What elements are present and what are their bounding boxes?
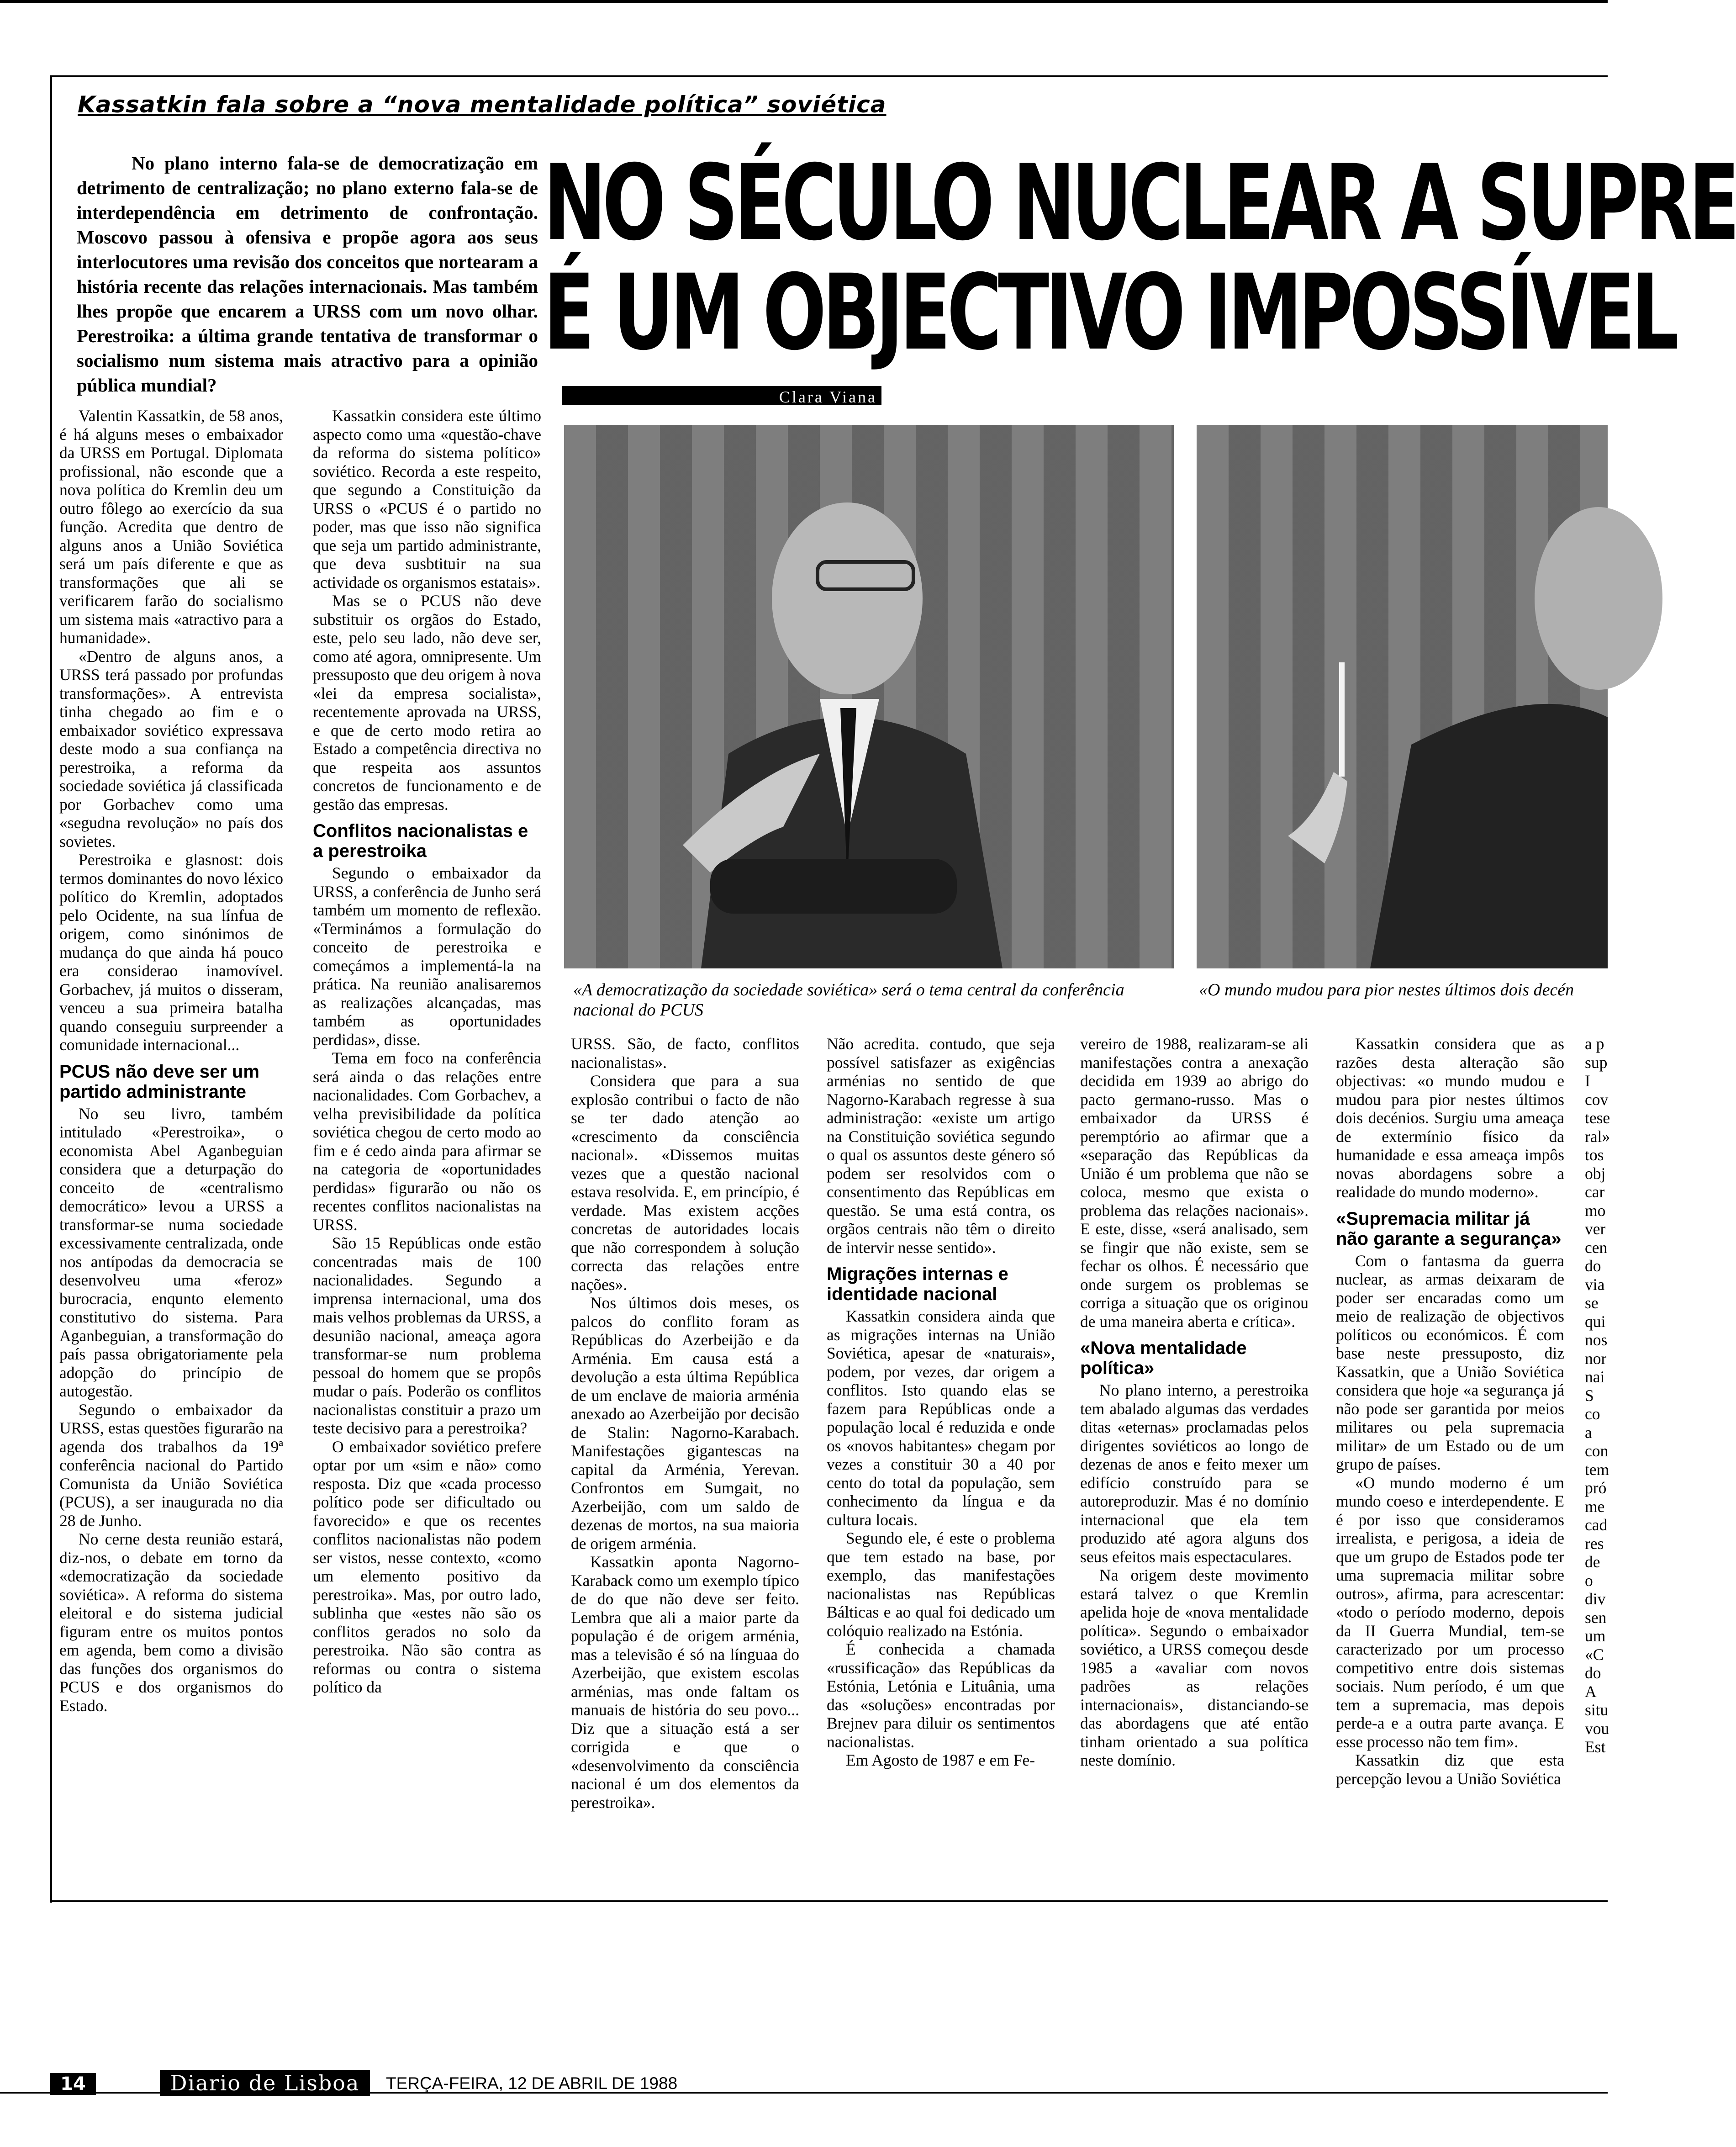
paragraph: Em Agosto de 1987 e em Fe- [846, 1751, 1035, 1769]
clipped-line: do [1585, 1257, 1601, 1275]
clipped-line: co [1585, 1405, 1600, 1423]
frame-left-rule [50, 75, 52, 1903]
paragraph: vereiro de 1988, realizaram-se ali manifestações contra a anexação decidida em 1939 ao abrigo do pacto germano-russo. Mas o embaixador da URSS é peremptório ao afirmar que a «separação das Repúblicas da União é um problema que não se coloca, mesmo que exista o problema das relações nacionais». E este, disse, «será analisado, sem se fingir que não existe, sem se fechar os olhos. É necessário que onde surgem os problemas se corriga a situação que os originou de uma maneira aberta e crítica». [1080, 1035, 1309, 1331]
section-heading: «Nova mentalidade política» [1080, 1338, 1247, 1378]
clipped-line: ral» [1585, 1127, 1610, 1146]
column-3 [571, 1035, 799, 1812]
clipped-line: do [1585, 1664, 1601, 1682]
paragraph: Kassatkin considera que as razões desta alteração são objectivas: «o mundo mudou e mudou para pior nestes últimos dois decénios. Surgiu uma ameaça de extermínio físico da humanidade e essa ameaça impôs novas abordagens sobre a realidade do mundo moderno». [1336, 1035, 1564, 1201]
column-5 [1080, 1035, 1309, 1770]
headline-line-2: É UM OBJECTIVO IMPOSSÍVEL [543, 252, 1675, 373]
top-border [0, 0, 1608, 3]
paragraph: O embaixador soviético prefere optar por um «sim e não» como resposta. Diz que «cada processo político pode ser dificultado ou favorecido» e que os recentes conflitos nacionalistas não podem ser vistos, nesse contexto, «como um elemento positivo da perestroika». Mas, por outro lado, sublinha que «estes não são os conflitos gerados no solo da perestroika. Não são contra as reformas ou contra o sistema político da [313, 1437, 541, 1696]
paragraph: É conhecida a chamada «russificação» das Repúblicas da Estónia, Letónia e Lituânia, uma das «soluções» encontradas por Brejnev para diluir os sentimentos nacionalistas. [827, 1640, 1055, 1751]
clipped-line: obj [1585, 1164, 1606, 1183]
issue-date: TERÇA-FEIRA, 12 DE ABRIL DE 1988 [386, 2074, 678, 2093]
clipped-line: ver [1585, 1220, 1606, 1238]
paragraph: Tema em foco na conferência será ainda o das relações entre nacionalidades. Com Gorbachev, a velha previsibilidade da política soviética chegou de certo modo ao fim e é cedo ainda para afirmar se na categoria de «oportunidades perdidas» figurarão ou não os recentes conflitos nacionalistas na URSS. [313, 1049, 541, 1234]
clipped-line: um [1585, 1627, 1606, 1645]
clipped-line: nos [1585, 1331, 1608, 1349]
paragraph: Perestroika e glasnost: dois termos dominantes do novo léxico político do Kremlin, adoptados pelo Ocidente, na sua línfua de origem, como sinónimos de mudança do que ainda há pouco era considerao inamovível. Gorbachev, já muitos o disseram, venceu a sua primeira batalha quando conseguiu surpreender a comunidade internacional... [59, 851, 283, 1054]
portrait-silhouette [564, 425, 1174, 968]
paragraph: Nos últimos dois meses, os palcos do conflito foram as Repúblicas do Azerbeijão e da Arménia. Em causa está a devolução a esta última República de um enclave de maioria arménia anexado ao Azerbeijão por decisão de Stalin: Nagorno-Karabach. Manifestações gigantescas na capital da Arménia, Yerevan. Confrontos em Sumgait, no Azerbeijão, com um saldo de dezenas de mortos, na sua maioria de origem arménia. [571, 1294, 799, 1553]
paragraph: No plano interno, a perestroika tem abalado algumas das verdades ditas «eternas» proclamadas pelos dirigentes soviéticos ao longo de dezenas de anos e feito mexer um edifício construído para se autoreproduzir. Mas é no domínio internacional que ela tem produzido até agora alguns dos seus efeitos mais espectaculares. [1080, 1381, 1309, 1566]
column-7-clipped [1585, 1035, 1608, 1756]
paragraph: Kassatkin considera este último aspecto como uma «questão-chave da reforma do sistema político» soviético. Recorda a este respeito, que segundo a Constituição da URSS o «PCUS é o partido no poder, mas que isso não significa que seja um partido administrante, que deva susbtituir na sua actividade os organismos estatais». [313, 407, 541, 592]
clipped-line: de [1585, 1553, 1600, 1571]
clipped-line: car [1585, 1183, 1605, 1201]
clipped-line: o [1585, 1571, 1593, 1590]
section-heading: PCUS não deve ser um partido administrante [59, 1061, 259, 1102]
clipped-line: qui [1585, 1312, 1606, 1331]
clipped-line: me [1585, 1497, 1605, 1516]
paragraph: Segundo o embaixador da URSS, estas questões figurarão na agenda dos trabalhos da 19ª conferência nacional do Partido Comunista da União Soviética (PCUS), a ser inaugurada no dia 28 de Junho. [59, 1400, 283, 1530]
frame-bottom-rule [50, 1900, 1608, 1902]
clipped-line: sup [1585, 1053, 1608, 1072]
portrait-silhouette-2 [1197, 425, 1608, 968]
clipped-line: I [1585, 1072, 1590, 1090]
paragraph: Segundo ele, é este o problema que tem estado na base, por exemplo, das manifestações nacionalistas nas Repúblicas Bálticas e ao qual foi dedicado um colóquio realizado na Estónia. [827, 1529, 1055, 1640]
page-number: 14 [50, 2073, 96, 2095]
column-4 [827, 1035, 1055, 1770]
clipped-line: cov [1585, 1090, 1609, 1109]
photo-kassatkin-smoking [1197, 425, 1608, 968]
section-heading: Migrações internas e identidade nacional [827, 1264, 1008, 1304]
newspaper-masthead: Diario de Lisboa [160, 2070, 370, 2096]
clipped-line: pró [1585, 1479, 1607, 1497]
byline: Clara Viana [779, 388, 877, 406]
clipped-line: tese [1585, 1109, 1610, 1127]
photo-caption-left: «A democratização da sociedade soviética» será o tema central da conferência nacional do PCUS [573, 980, 1124, 1020]
frame-top-rule [50, 75, 1608, 77]
paragraph: Considera que para a sua explosão contribui o facto de não se ter dado atenção ao «crescimento da consciência nacional». «Dissemos muitas vezes que a questão nacional estava resolvida. E, em princípio, é verdade. Mas existem acções concretas de autoridades locais que não correspondem à solução correcta das relações entre nações». [571, 1072, 799, 1294]
paragraph: Kassatkin considera ainda que as migrações internas na União Soviética, apesar de «naturais», podem, por vezes, dar origem a conflitos. Isto quando elas se fazem para Repúblicas onde a população local é reduzida e onde os «novos habitantes» chegam por vezes a constituir 30 a 40 por cento do total da população, sem conhecimento da língua e da cultura locais. [827, 1307, 1055, 1529]
clipped-line: A [1585, 1682, 1597, 1701]
clipped-line: cad [1585, 1516, 1608, 1534]
section-heading: Conflitos nacionalistas e a perestroika [313, 821, 528, 861]
column-6 [1336, 1035, 1564, 1788]
kicker: Kassatkin fala sobre a “nova mentalidade política” soviética [78, 91, 886, 118]
paragraph: São 15 Repúblicas onde estão concentradas mais de 100 nacionalidades. Segundo a imprensa internacional, uma dos mais velhos problemas da URSS, a desunião nacional, ameaça agora transformar-se num problema pessoal do homem que se propôs mudar o país. Poderão os conflitos nacionalistas constituir a prazo um teste decisivo para a perestroika? [313, 1234, 541, 1437]
clipped-line: a [1585, 1423, 1592, 1442]
column-1 [59, 407, 283, 1715]
paragraph: Segundo o embaixador da URSS, a conferência de Junho será também um momento de reflexão. «Terminámos a formulação do conceito de perestroika e começámos a implementá-la na prática. Na reunião analisaremos as realizações alcançadas, mas também as oportunidades perdidas», disse. [313, 864, 541, 1049]
clipped-line: con [1585, 1442, 1609, 1460]
clipped-line: nor [1585, 1349, 1607, 1368]
clipped-line: situ [1585, 1701, 1609, 1719]
column-2 [313, 407, 541, 1697]
paragraph: «O mundo moderno é um mundo coeso e interdependente. E é por isso que consideramos irrealista, e perigosa, a ideia de que um grupo de Estados pode ter uma supremacia militar sobre outros», afirma, para acrescentar: «todo o período moderno, depois da II Guerra Mundial, tem-se caracterizado por um processo competitivo entre dois sistemas sociais. Num período, é um que tem a supremacia, mas depois perde-a e a outra parte avança. E esse processo não tem fim». [1336, 1473, 1564, 1751]
clipped-line: S [1585, 1386, 1594, 1405]
paragraph: No seu livro, também intitulado «Perestroika», o economista Abel Aganbeguian considera que a deturpação do conceito de «centralismo democrático» levou a URSS a transformar-se numa sociedade excessivamente centralizada, onde nos antípodas da democracia se desenvolveu uma «feroz» burocracia, enqunto elemento constitutivo do sistema. Para Aganbeguian, a transformação do país passa obrigatoriamente pela adopção do princípio de autogestão. [59, 1104, 283, 1400]
clipped-line: «C [1585, 1645, 1604, 1664]
clipped-line: via [1585, 1275, 1605, 1294]
photo-kassatkin-gesturing [564, 425, 1174, 968]
headline-line-1: NO SÉCULO NUCLEAR A SUPRE [543, 142, 1736, 264]
clipped-line: se [1585, 1294, 1599, 1312]
clipped-line: nai [1585, 1368, 1605, 1386]
clipped-line: a p [1585, 1035, 1604, 1053]
paragraph: Mas se o PCUS não deve substituir os orgãos do Estado, este, pelo seu lado, não deve ser, como até agora, omnipresente. Um pressuposto que deu origem à nova «lei da empresa socialista», recentemente aprovada na URSS, e que de certo modo retira ao Estado a competência directiva no que respeita aos assuntos concretos de funcionamento e de gestão das empresas. [313, 592, 541, 814]
clipped-line: mo [1585, 1201, 1606, 1220]
paragraph: «Dentro de alguns anos, a URSS terá passado por profundas transformações». A entrevista tinha chegado ao fim e o embaixador soviético expressava deste modo a sua confiança na perestroika, a reforma da sociedade soviética já classificada por Gorbachev como uma «segudna revolução» no país dos sovietes. [59, 647, 283, 851]
clipped-line: cen [1585, 1238, 1608, 1257]
paragraph: URSS. São, de facto, conflitos nacionalistas». [571, 1035, 799, 1072]
paragraph: Kassatkin diz que esta percepção levou a União Soviética [1336, 1751, 1564, 1788]
paragraph: Kassatkin aponta Nagorno-Karaback como um exemplo típico de do que não deve ser feito. Lembra que ali a maior parte da população é de origem arménia, mas a televisão é só na línguaa do Azerbeijão, que existem escolas arménias, mas onde faltam os manuais de história do seu povo... Diz que a situação está a ser corrigida e que o «desenvolvimento da consciência nacional é um dos elementos da perestroika». [571, 1553, 799, 1812]
standfirst-text: No plano interno fala-se de democratização em detrimento de centralização; no plano externo fala-se de interdependência em detrimento de confrontação. Moscovo passou à ofensiva e propõe agora aos seus interlocutores uma revisão dos conceitos que nortearam a história recente das relações internacionais. Mas também lhes propõe que encarem a URSS com um novo olhar. Perestroika: a última grande tentativa de transformar o socialismo num sistema mais atractivo para a opinião pública mundial? [77, 153, 538, 396]
paragraph: Na origem deste movimento estará talvez o que Kremlin apelida hoje de «nova mentalidade política». Segundo o embaixador soviético, a URSS começou desde 1985 a «avaliar com novos padrões as relações internacionais», distanciando-se das abordagens que até então tinham orientado a sua política neste domínio. [1080, 1566, 1309, 1769]
clipped-line: tem [1585, 1460, 1609, 1479]
clipped-line: Est [1585, 1738, 1606, 1756]
section-heading: «Supremacia militar já não garante a segurança» [1336, 1208, 1562, 1249]
paragraph: Não acredita. contudo, que seja possível satisfazer as exigências arménias no sentido de que Nagorno-Karabach regresse à sua administração: «existe um artigo na Constituição soviética segundo o qual os assuntos deste género só podem ser resolvidos com o consentimento das Repúblicas em questão. Se uma está contra, os orgãos centrais não têm o direito de intervir nesse sentido». [827, 1035, 1055, 1257]
photo-caption-right: «O mundo mudou para pior nestes últimos dois decén [1199, 980, 1574, 999]
standfirst [77, 151, 538, 397]
clipped-line: div [1585, 1590, 1606, 1608]
clipped-line: res [1585, 1534, 1604, 1553]
clipped-line: sen [1585, 1608, 1607, 1627]
paragraph: Com o fantasma da guerra nuclear, as armas deixaram de poder ser encaradas como um meio de realização de objectivos políticos ou económicos. É com base neste pressuposto, diz Kassatkin, que a União Soviética considera que hoje «a segurança já não pode ser garantida por meios militares ou pela supremacia militar» de um Estado ou de um grupo de países. [1336, 1251, 1564, 1473]
paragraph: No cerne desta reunião estará, diz-nos, o debate em torno da «democratização da sociedade soviética». A reforma do sistema eleitoral e do sistema judicial figuram entre os muitos pontos em agenda, bem como a divisão das funções dos organismos do PCUS e dos organismos do Estado. [59, 1530, 283, 1715]
clipped-line: vou [1585, 1719, 1609, 1738]
clipped-line: tos [1585, 1146, 1604, 1164]
paragraph: Valentin Kassatkin, de 58 anos, é há alguns meses o embaixador da URSS em Portugal. Diplomata profissional, não esconde que a nova política do Kremlin deu um outro fôlego ao exercício da sua função. Acredita que dentro de alguns anos a União Soviética será um país diferente e que as transformações que ali se verificarem farão do socialismo um sistema mais «atractivo para a humanidade». [59, 407, 283, 647]
